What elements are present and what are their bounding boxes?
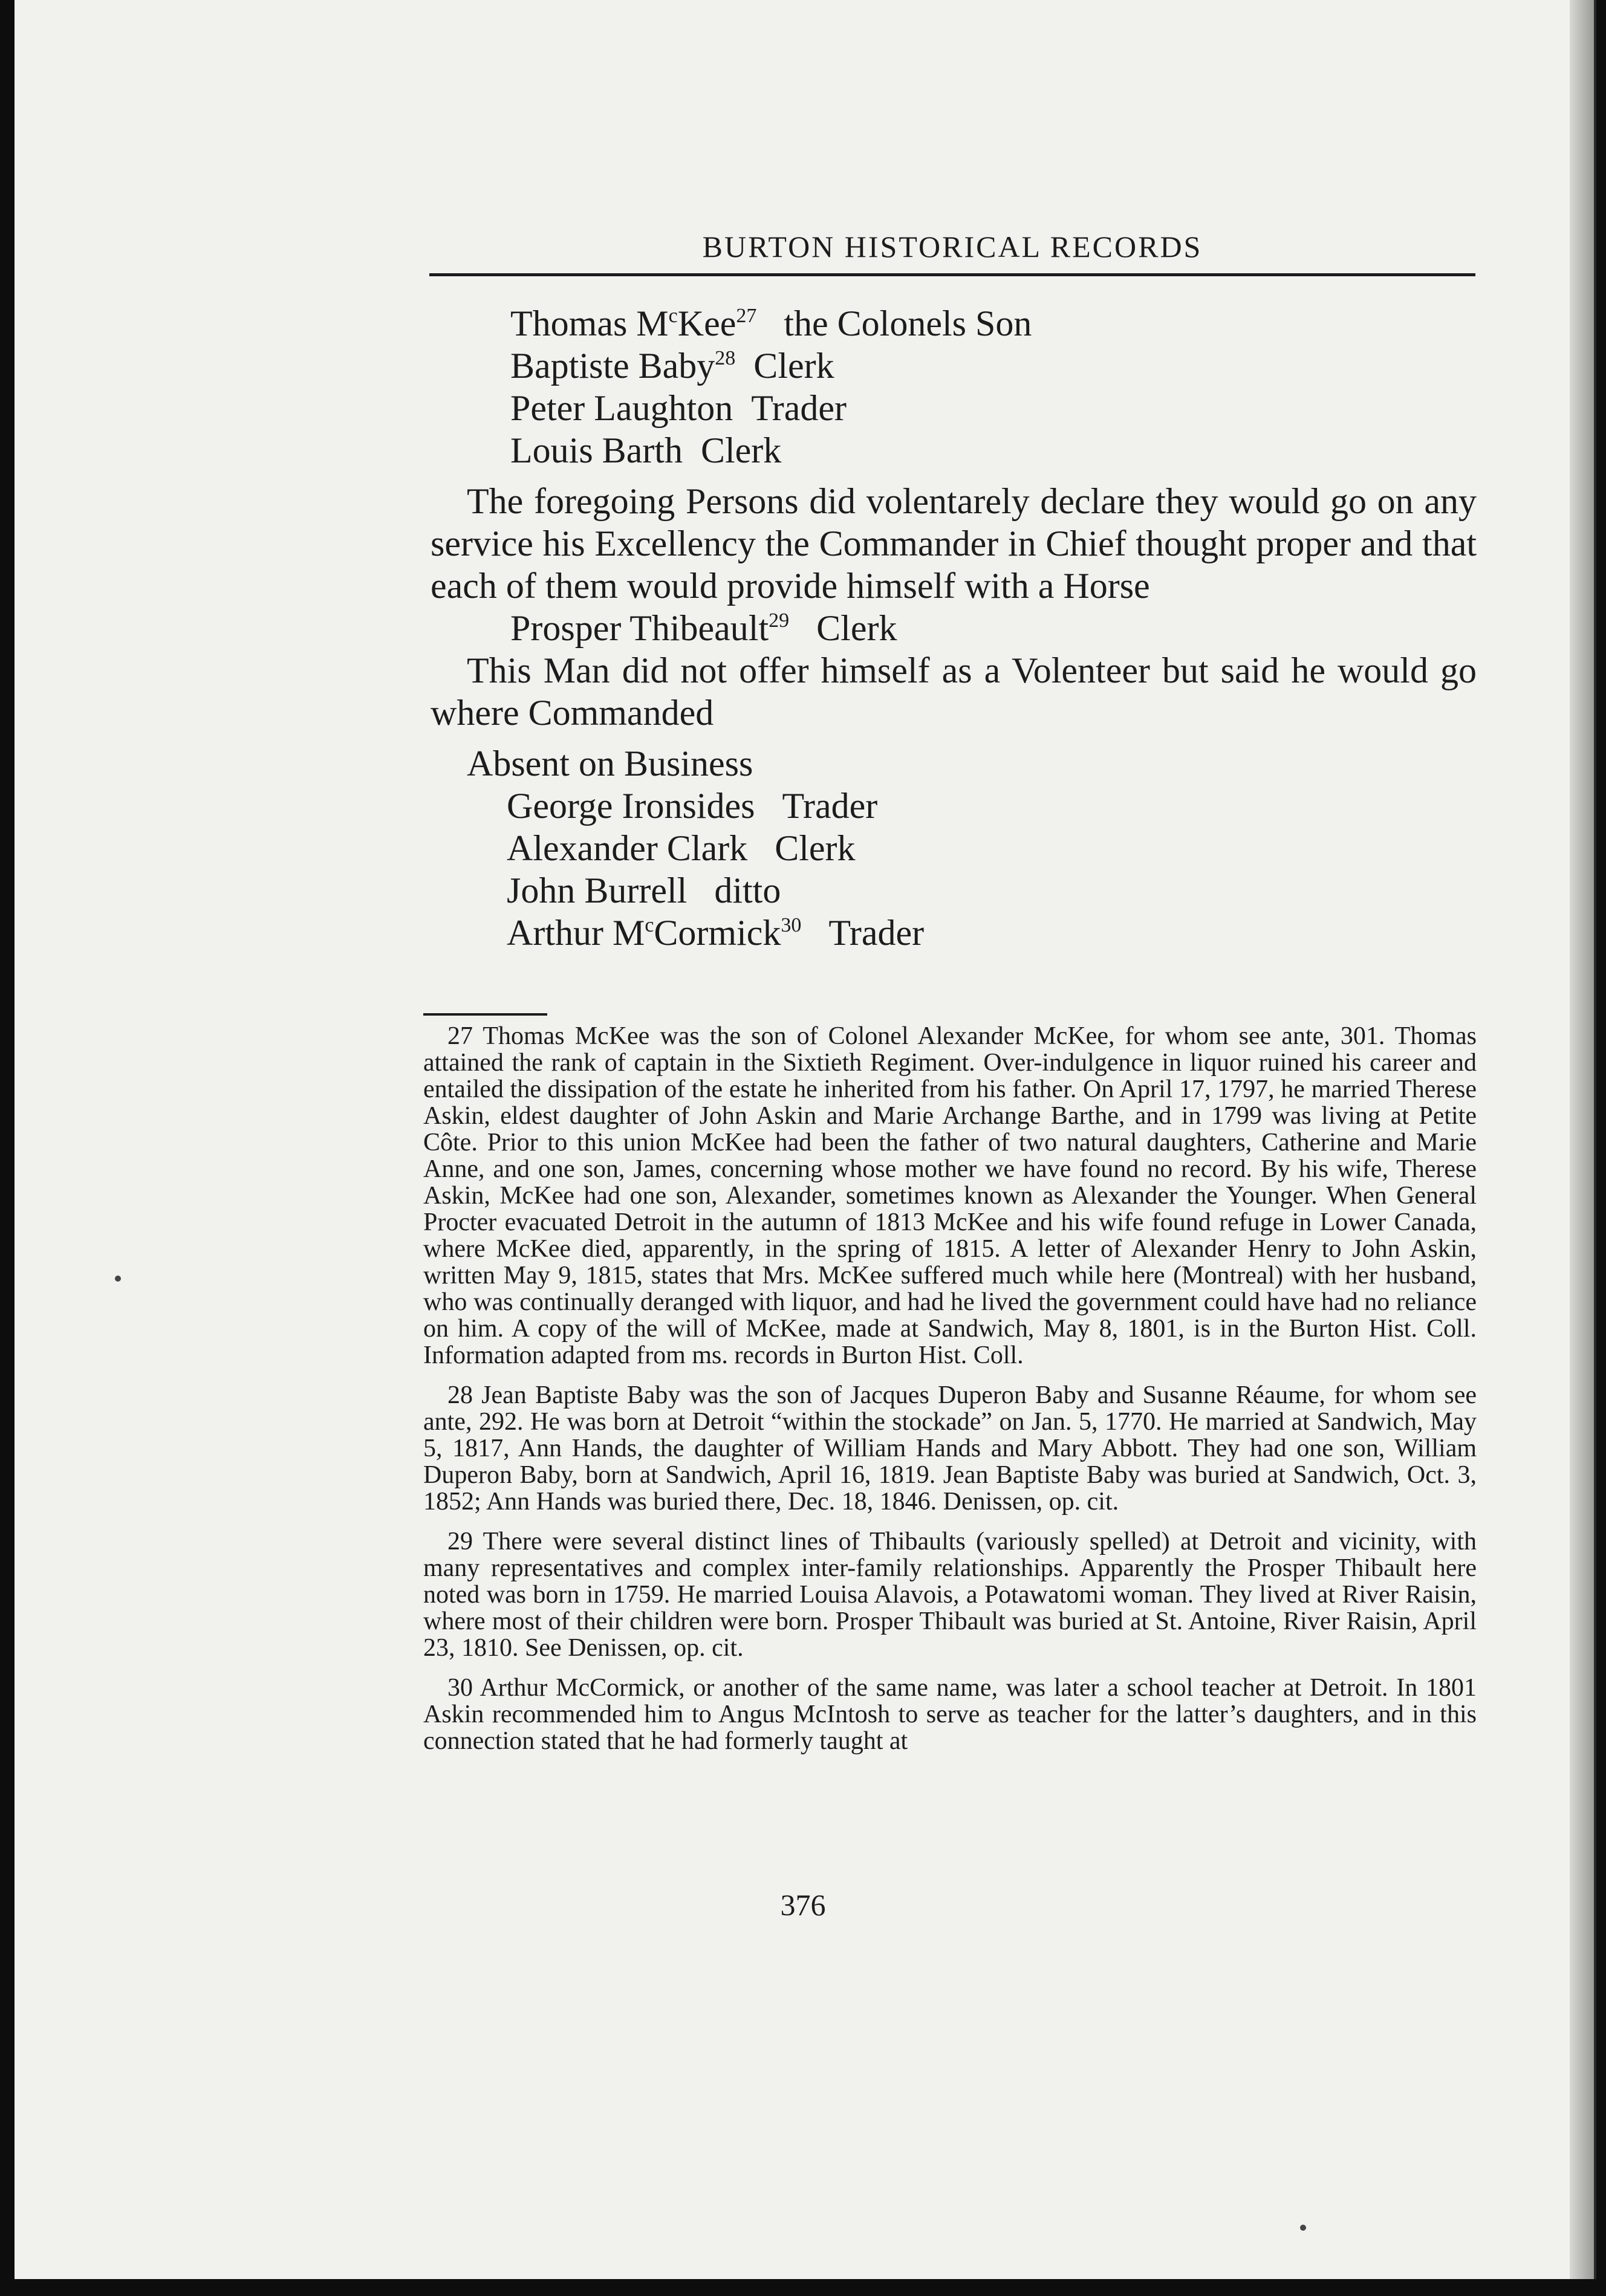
- footnote-27: [423, 1023, 1477, 1369]
- entry-name: John Burrell: [507, 871, 688, 910]
- footnote-ref-30[interactable]: 30: [781, 914, 802, 936]
- paragraph-volunteers: The foregoing Persons did volentarely declare they would go on any service his Excellency the Commander in Chief thought proper and that each of them would provide himself with a Horse: [431, 481, 1477, 606]
- entry-name: Alexander Clark: [507, 828, 748, 868]
- entry-role: Trader: [828, 913, 925, 953]
- page-number: 376: [780, 1888, 826, 1922]
- entry-prosper-thibeault: [431, 607, 1477, 649]
- entry-role: the Colonels Son: [784, 303, 1032, 343]
- paper-speck: [1300, 2225, 1306, 2231]
- footnote-text: Jean Baptiste Baby was the son of Jacques Duperon Baby and Susanne Réaume, for whom see ante, 292. He was born at Detroit “within the stockade” on Jan. 5, 1770. He married at Sandwich, May 5, 1817, Ann Hands, the daughter of William Hands and Mary Abbott. They had one son, William Duperon Baby, born at Sandwich, April 16, 1819. Jean Baptiste Baby was buried at Sandwich, Oct. 3, 1852; Ann Hands was buried there, Dec. 18, 1846. Denissen, op. cit.: [423, 1381, 1477, 1516]
- page-header: [429, 229, 1475, 276]
- entry-name: Prosper Thibeault: [510, 608, 769, 648]
- entry-name: Peter Laughton: [510, 388, 733, 428]
- paragraph-not-volunteer: This Man did not offer himself as a Volenteer but said he would go where Commanded: [431, 650, 1477, 733]
- name-superscript: c: [668, 305, 678, 327]
- entry-arthur-mccormick: [431, 912, 1477, 954]
- footnote-rule: [423, 1013, 547, 1016]
- footnote-text: There were several distinct lines of Thibaults (variously spelled) at Detroit and vicinity, with many representatives and complex inter-family relationships. Apparently the Prosper Thibault here noted was born in 1759. He married Louisa Alavois, a Potawatomi woman. They lived at River Raisin, where most of their children were born. Prosper Thibault was buried at St. Antoine, River Raisin, April 23, 1810. See Denissen, op. cit.: [423, 1528, 1477, 1662]
- entry-role: Clerk: [700, 430, 782, 470]
- entry-role: ditto: [714, 871, 781, 910]
- entry-role: Trader: [751, 388, 847, 428]
- entry-john-burrell: [431, 869, 1477, 912]
- entry-alexander-clark: [431, 827, 1477, 869]
- footnote-ref-28[interactable]: 28: [715, 347, 736, 369]
- entry-peter-laughton: [431, 387, 1477, 429]
- running-head: BURTON HISTORICAL RECORDS: [702, 230, 1203, 264]
- entry-name: George Ironsides: [507, 786, 755, 826]
- footnote-30: [423, 1675, 1477, 1754]
- document-body: [431, 302, 1477, 954]
- footnote-number: 27: [447, 1022, 473, 1050]
- paper-speck: [115, 1276, 121, 1282]
- header-rule: [429, 273, 1475, 276]
- footnote-number: 30: [447, 1674, 473, 1702]
- entry-george-ironsides: [431, 785, 1477, 827]
- entry-thomas-mckee: [431, 302, 1477, 345]
- footnote-28: [423, 1382, 1477, 1515]
- name-superscript: c: [645, 914, 654, 936]
- entry-baptiste-baby: [431, 345, 1477, 387]
- entry-role: Clerk: [753, 346, 834, 386]
- entry-name: Thomas M: [510, 303, 669, 343]
- footnote-text: Thomas McKee was the son of Colonel Alexander McKee, for whom see ante, 301. Thomas attained the rank of captain in the Sixtieth Regiment. Over-indulgence in liquor ruined his career and entailed the dissipation of the estate he inherited from his father. On April 17, 1797, he married Therese Askin, eldest daughter of John Askin and Marie Archange Barthe, and in 1799 was living at Petite Côte. Prior to this union McKee had been the father of two natural daughters, Catherine and Marie Anne, and one son, James, concerning whose mother we have found no record. By his wife, Therese Askin, McKee had one son, Alexander, sometimes known as Alexander the Younger. When General Procter evacuated Detroit in the autumn of 1813 McKee and his wife found refuge in Lower Canada, where McKee died, apparently, in the spring of 1815. A letter of Alexander Henry to John Askin, written May 9, 1815, states that Mrs. McKee suffered much while here (Montreal) with her husband, who was continually deranged with liquor, and had he lived the government could have had no reliance on him. A copy of the will of McKee, made at Sandwich, May 8, 1801, is in the Burton Hist. Coll. Information adapted from ms. records in Burton Hist. Coll.: [423, 1022, 1477, 1369]
- entry-name-tail: Kee: [677, 303, 736, 343]
- footnotes: [423, 1023, 1477, 1768]
- entry-role: Clerk: [816, 608, 897, 648]
- entry-name: Baptiste Baby: [510, 346, 715, 386]
- footnote-ref-27[interactable]: 27: [736, 305, 757, 327]
- footnote-number: 28: [447, 1381, 473, 1409]
- footnote-ref-29[interactable]: 29: [769, 609, 790, 632]
- page-edge-shadow: [1570, 0, 1594, 2279]
- entry-name-tail: Cormick: [654, 913, 781, 953]
- entry-role: Clerk: [775, 828, 856, 868]
- entry-name: Arthur M: [507, 913, 645, 953]
- footnote-number: 29: [447, 1528, 473, 1555]
- entry-louis-barth: [431, 429, 1477, 472]
- entry-role: Trader: [782, 786, 878, 826]
- absent-heading: Absent on Business: [467, 744, 753, 783]
- entry-name: Louis Barth: [510, 430, 683, 470]
- footnote-text: Arthur McCormick, or another of the same name, was later a school teacher at Detroit. In 1801 Askin recommended him to Angus McIntosh to serve as teacher for the latter’s daughters, and in this connection stated that he had formerly taught at: [423, 1674, 1477, 1755]
- footnote-29: [423, 1528, 1477, 1661]
